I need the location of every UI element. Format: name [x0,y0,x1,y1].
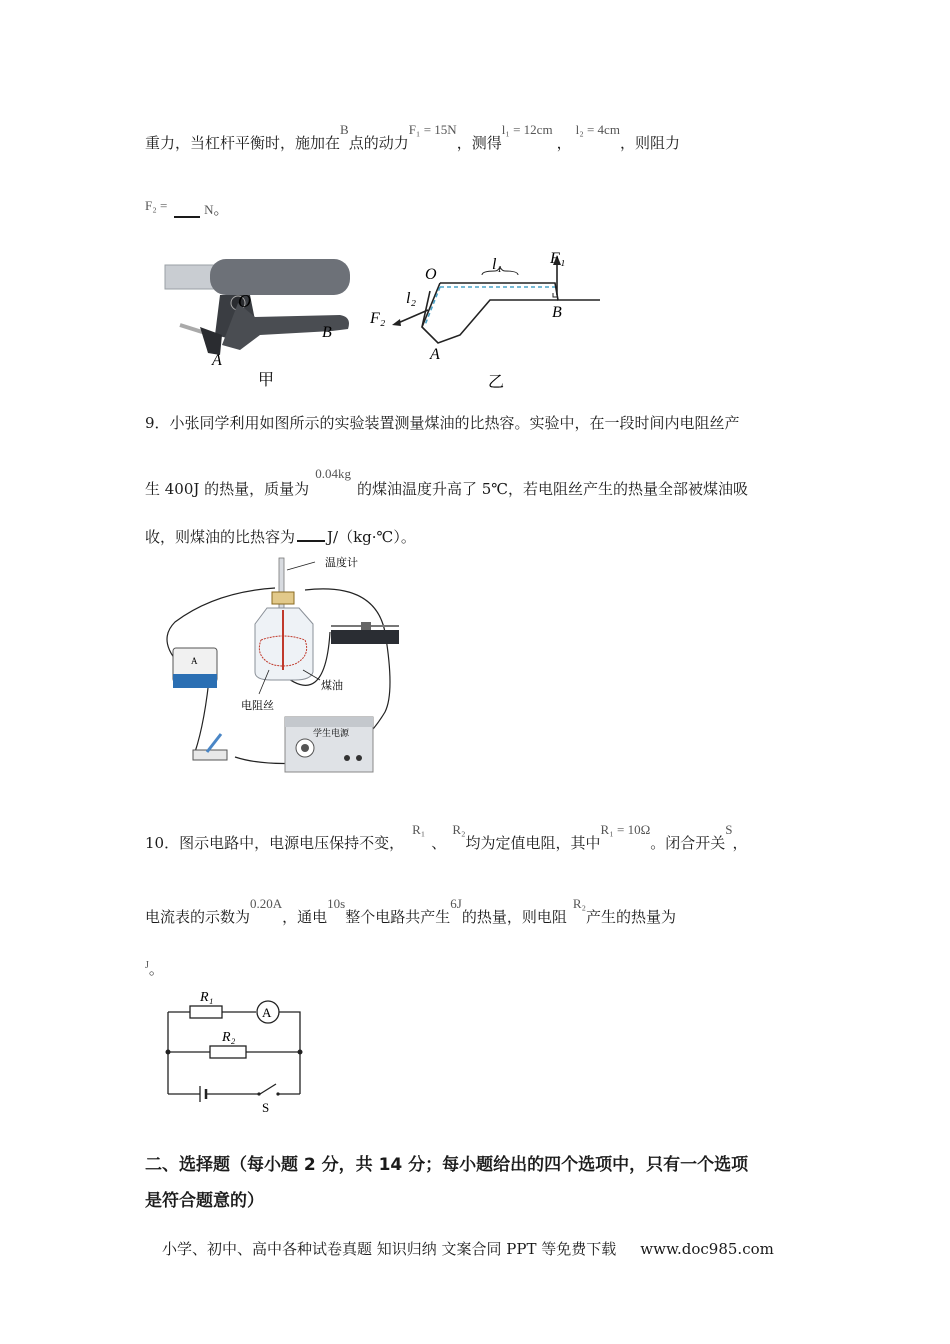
resistor-r2-symbol-2: R₂ [572,896,587,911]
q10-text-line-1: 10．图示电路中，电源电压保持不变，R₁、R₂均为定值电阻，其中R₁ = 10Ω。闭合开关S， [145,822,748,852]
resistor-r1-value: R₁ = 10Ω [600,822,651,837]
q9-text-line-1: 9．小张同学利用如图所示的实验装置测量煤油的比热容。实验中，在一段时间内电阻丝产 [145,414,740,432]
page-footer [162,1238,774,1259]
label-resistance-wire: 电阻丝 [241,699,274,712]
fig-label-f2: F₂ [370,310,386,327]
lever-schematic [422,260,600,343]
label-power-supply: 学生电源 [313,729,350,739]
point-b-label: B [340,122,349,137]
q8-figure [160,245,610,395]
footer-url-link[interactable]: www.doc985.com [640,1240,774,1258]
section-2-heading-line-1: 二、选择题（每小题 2 分，共 14 分；每小题给出的四个选项中，只有一个选项 [145,1155,749,1175]
fig-caption-yi: 乙 [488,372,505,391]
circuit-label-switch: S [262,1100,270,1115]
force-f1-value: F₁ = 15N [408,122,457,137]
unit-joule: J [145,960,149,971]
resistor-r2-symbol: R₂ [452,822,466,837]
switch-symbol: S [725,822,733,837]
circuit-label-r2: R₂ [222,1030,236,1045]
q10-text-line-3: $^J$。 [145,960,164,978]
fig-label-o-left: O [238,291,251,311]
fig-label-b-right: B [552,304,562,321]
q8-text-line-1: 重力，当杠杆平衡时，施加在B点的动力F₁ = 15N，测得l₁ = 12cm，l₂ = 4cm，则阻力 [145,122,680,152]
q10-text-line-2: 电流表的示数为0.20A，通电10s整个电路共产生6J的热量，则电阻R₂产生的热量为 [145,896,677,926]
arm-l1-value: l₁ = 12cm [501,122,553,137]
heat-value: 6J [450,896,462,911]
q9-figure [155,552,435,782]
fig-label-f1: F₁ [550,250,566,267]
current-value: 0.20A [250,896,283,911]
fig-label-l1: l₁ [492,256,503,273]
section-2-heading-line-2: 是符合题意的） [145,1191,264,1211]
footer-text: 小学、初中、高中各种试卷真题 知识归纳 文案合同 PPT 等免费下载 [162,1240,617,1258]
label-ammeter: A [191,656,198,666]
q10-figure [160,988,320,1118]
q9-text-line-2: 生 400J 的热量，质量为0.04kg的煤油温度升高了 5℃，若电阻丝产生的热量全部被煤油吸 [145,466,749,498]
q9-text-line-3: 收，则煤油的比热容为 J/（kg·℃）。 [145,528,416,546]
fig-label-a-left: A [212,352,222,369]
resistor-r1-symbol: R₁ [412,822,426,837]
answer-blank [297,540,325,542]
circuit-label-ammeter: A [262,1005,272,1020]
fig-label-b-left: B [322,324,332,341]
label-kerosene: 煤油 [321,679,343,692]
fig-caption-jia: 甲 [258,370,275,389]
fig-label-a-right: A [430,346,440,363]
fig-label-o-right: O [425,266,437,283]
fig-label-l2: l₂ [406,290,417,307]
force-f2-lhs: F₂ = [145,198,168,213]
kerosene-mass: 0.04kg [315,466,351,481]
label-thermometer: 温度计 [325,556,358,569]
time-value: 10s [327,896,346,911]
q8-text-line-2: F₂ = N。 [145,198,229,218]
circuit-label-r1: R₁ [200,990,214,1005]
answer-blank [174,216,200,218]
arm-l2-value: l₂ = 4cm [575,122,620,137]
